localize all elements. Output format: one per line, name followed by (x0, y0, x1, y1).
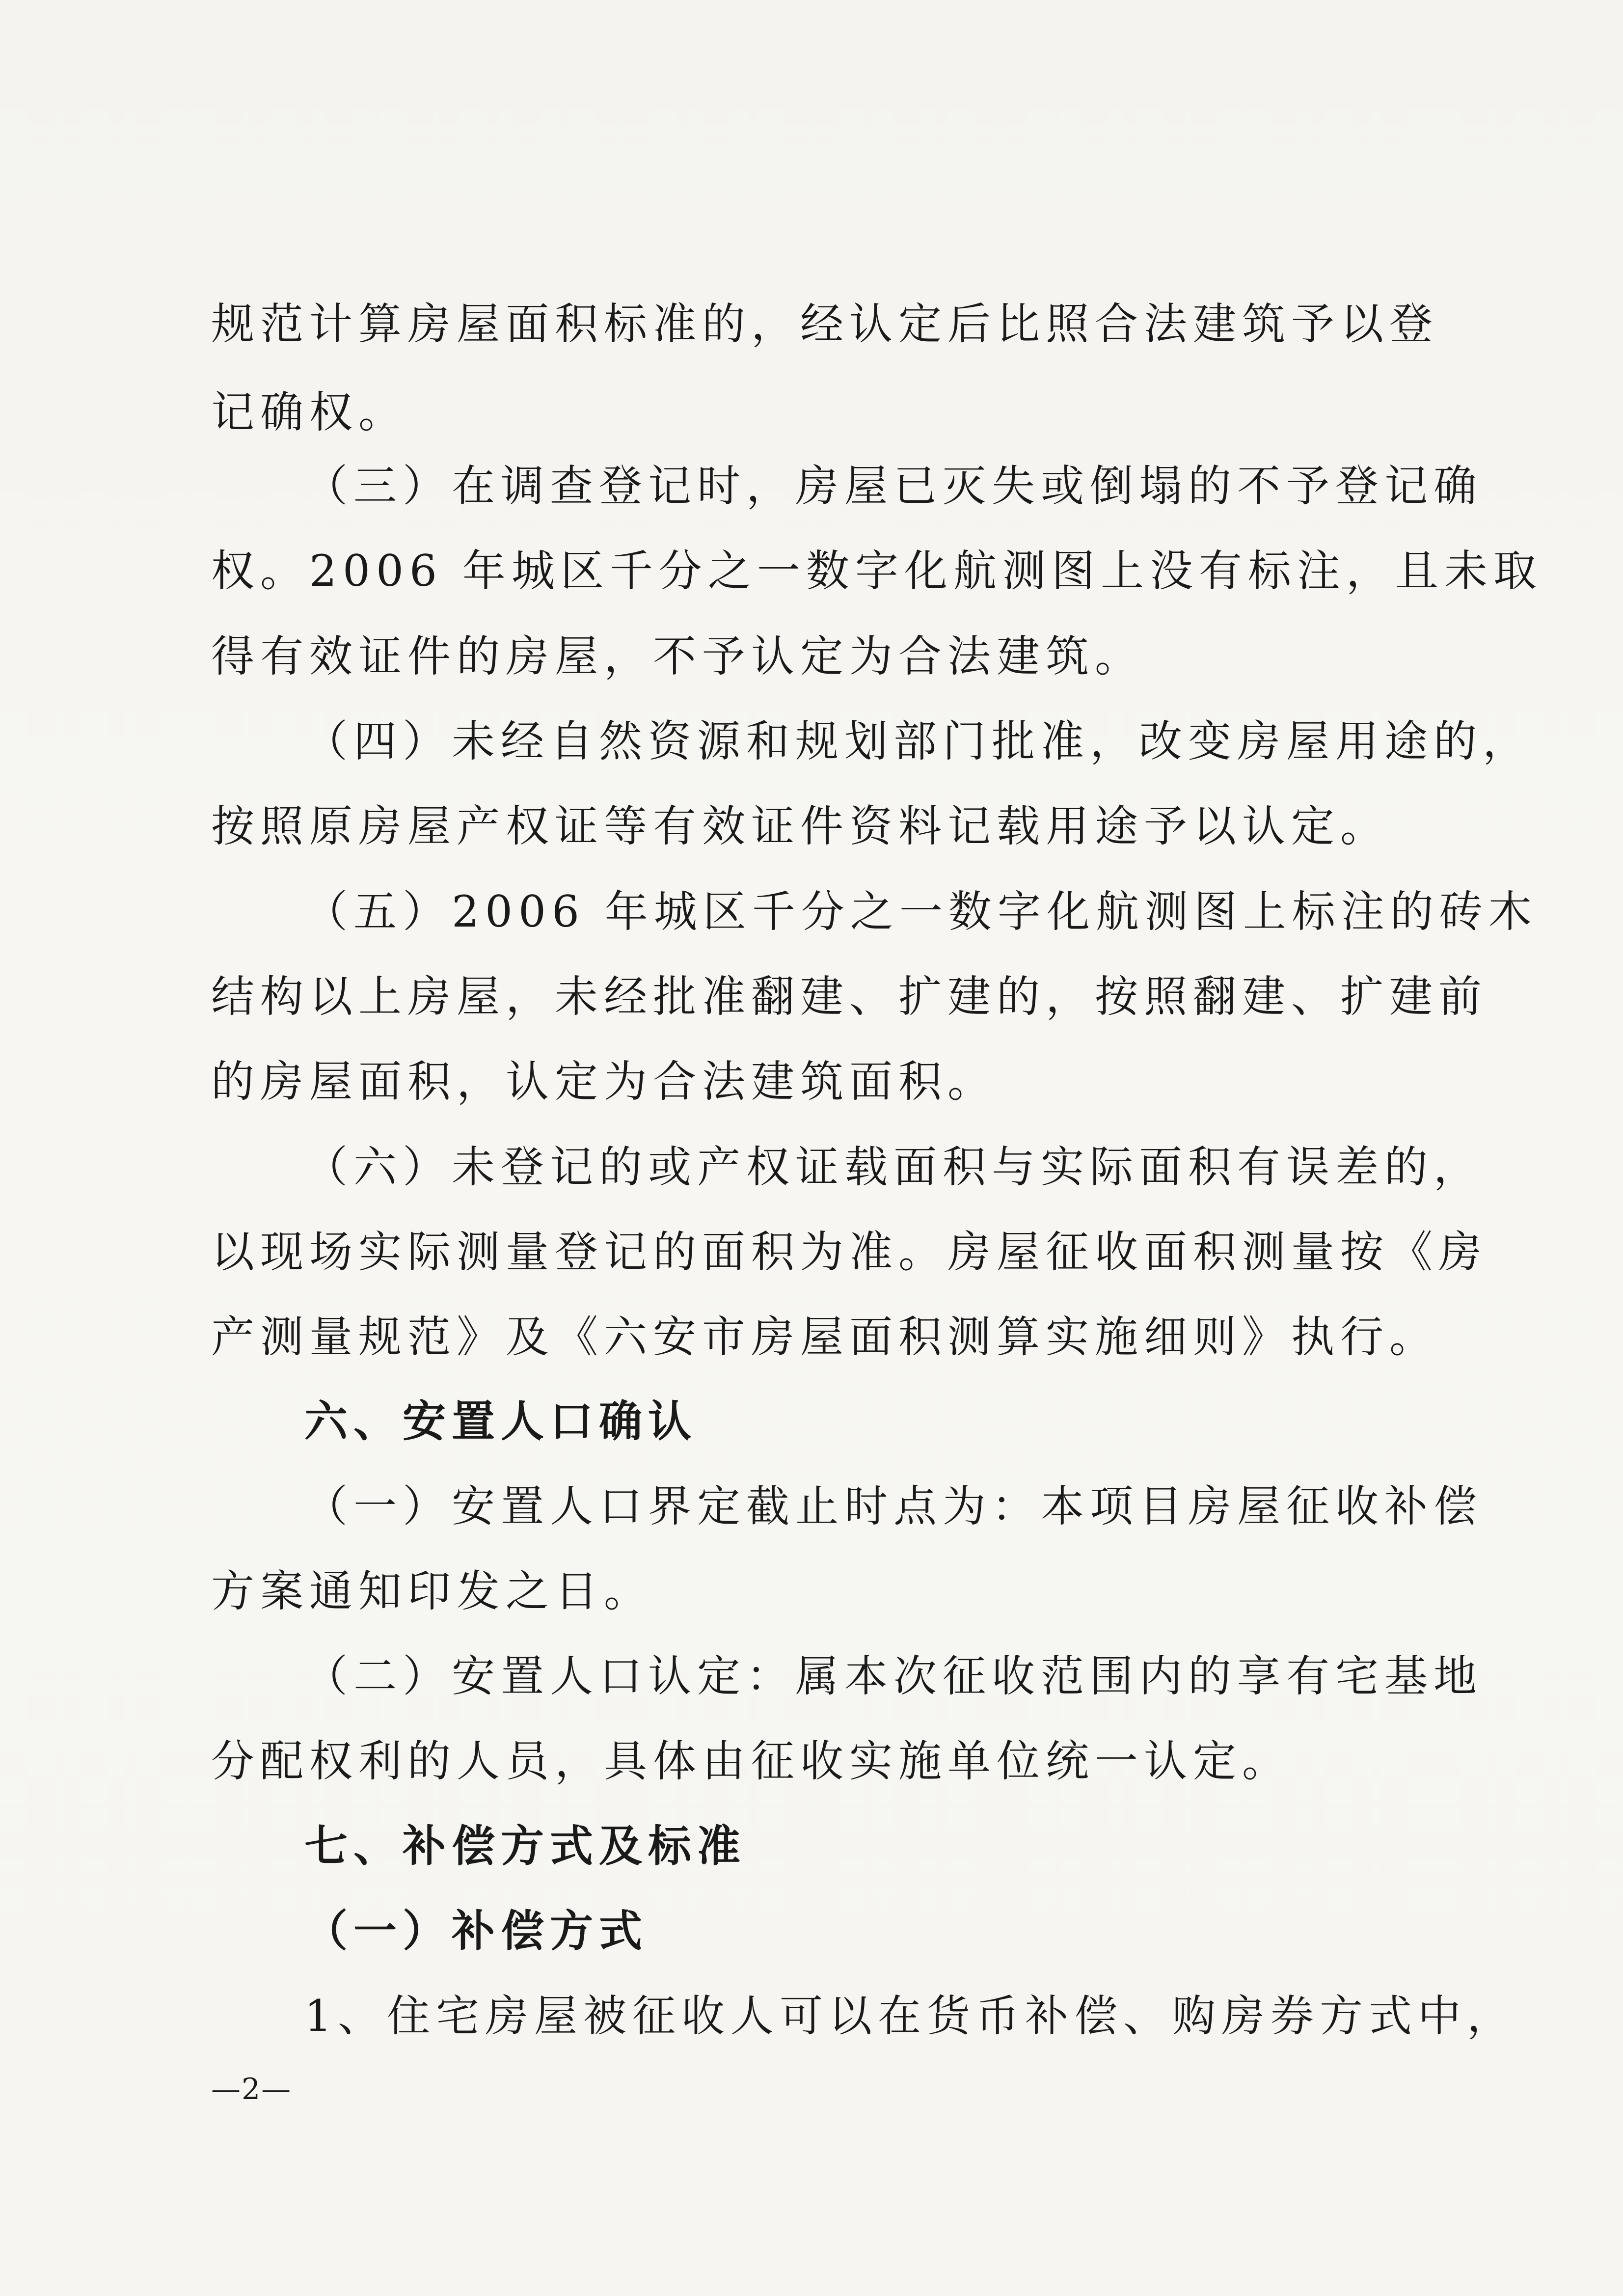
body-text-line: （五）2006 年城区千分之一数字化航测图上标注的砖木 (304, 886, 1538, 937)
body-text-line: 的房屋面积，认定为合法建筑面积。 (211, 1056, 997, 1107)
body-text-line: 记确权。 (211, 387, 408, 437)
body-text-line: 方案通知印发之日。 (211, 1566, 653, 1616)
body-text-line: 1、住宅房屋被征收人可以在货币补偿、购房券方式中， (304, 1991, 1516, 2041)
body-text-line: （三）在调查登记时，房屋已灭失或倒塌的不予登记确 (304, 461, 1483, 511)
body-text-line: （四）未经自然资源和规划部门批准，改变房屋用途的， (304, 716, 1532, 766)
body-text-line: 产测量规范》及《六安市房屋面积测算实施细则》执行。 (211, 1312, 1439, 1362)
body-text-line: 按照原房屋产权证等有效证件资料记载用途予以认定。 (211, 801, 1390, 851)
section-heading-resettlement-population: 六、安置人口确认 (304, 1396, 698, 1447)
body-text-line: 以现场实际测量登记的面积为准。房屋征收面积测量按《房 (211, 1227, 1488, 1277)
subsection-heading-compensation-method: （一）补偿方式 (304, 1906, 649, 1956)
body-text-line: 分配权利的人员，具体由征收实施单位统一认定。 (211, 1736, 1292, 1786)
body-text-line: （一）安置人口界定截止时点为：本项目房屋征收补偿 (304, 1481, 1483, 1531)
body-text-line: （二）安置人口认定：属本次征收范围内的享有宅基地 (304, 1651, 1483, 1701)
body-text-line: 得有效证件的房屋，不予认定为合法建筑。 (211, 631, 1144, 682)
section-heading-compensation: 七、补偿方式及标准 (304, 1821, 747, 1871)
page-number: —2— (211, 2072, 292, 2106)
body-text-line: （六）未登记的或产权证载面积与实际面积有误差的， (304, 1142, 1483, 1192)
body-text-line: 权。2006 年城区千分之一数字化航测图上没有标注，且未取 (211, 546, 1542, 596)
body-text-line: 结构以上房屋，未经批准翻建、扩建的，按照翻建、扩建前 (211, 971, 1488, 1022)
body-text-line: 规范计算房屋面积标准的，经认定后比照合法建筑予以登 (211, 299, 1439, 349)
